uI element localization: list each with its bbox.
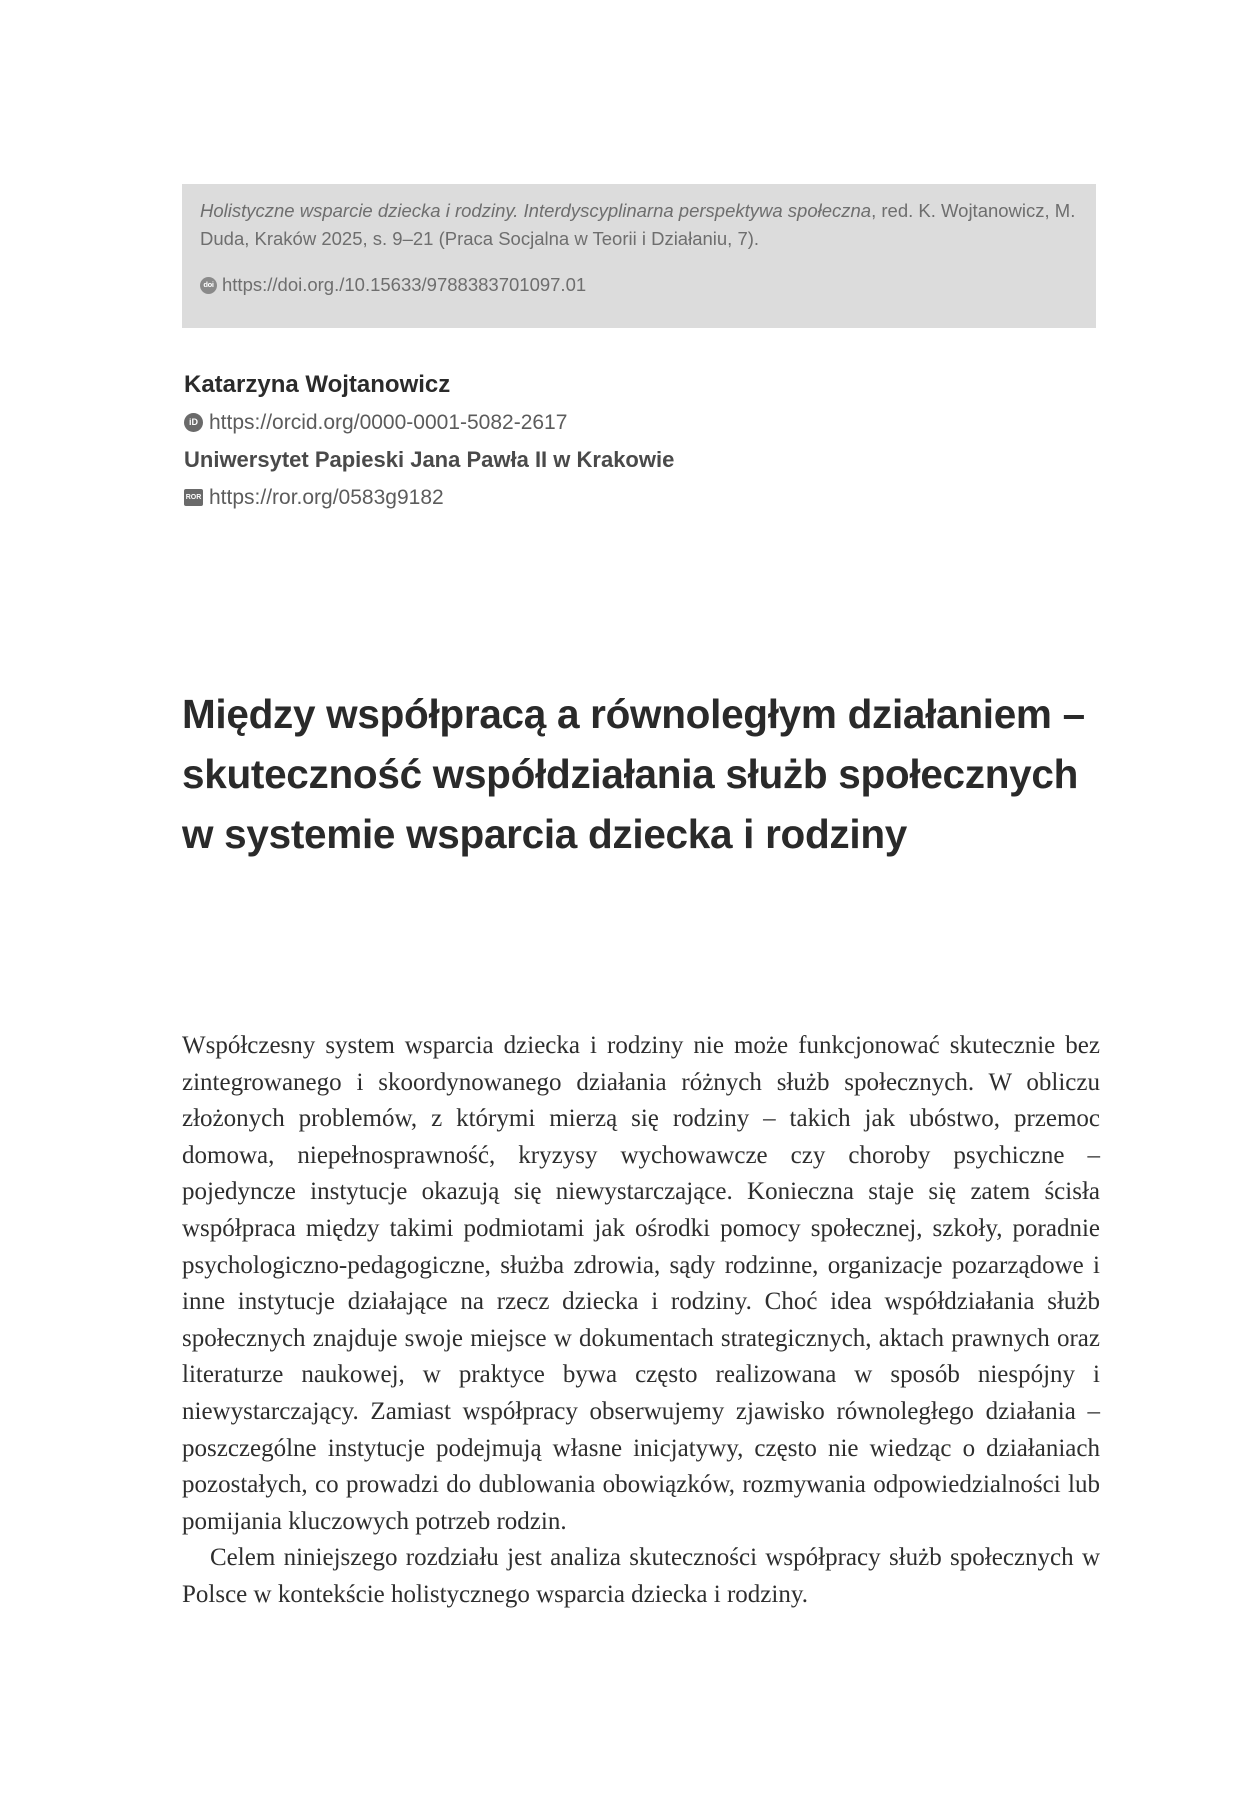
orcid-icon: iD — [184, 413, 203, 432]
body-paragraph-1: Współczesny system wsparcia dziecka i rodziny nie może funkcjonować skutecznie bez zintegrowanego i skoordynowanego działania różnych służb społecznych. W obliczu złożonych problemów, z którymi mierzą się rodziny – takich jak ubóstwo, przemoc domowa, niepełnosprawność, kryzysy wychowawcze czy choroby psychiczne – pojedyncze instytucje okazują się niewystarczające. Konieczna staje się zatem ścisła współpraca między takimi podmiotami jak ośrodki pomocy społecznej, szkoły, poradnie psychologiczno-pedagogiczne, służba zdrowia, sądy rodzinne, organizacje pozarządowe i inne instytucje działające na rzecz dziecka i rodziny. Choć idea współdziałania służb społecznych znajduje swoje miejsce w dokumentach strategicznych, aktach prawnych oraz literaturze naukowej, w praktyce bywa często realizowana w sposób niespójny i niewystarczający. Zamiast współpracy obserwujemy zjawisko równoległego działania – poszczególne instytucje podejmują własne inicjatywy, często nie wiedząc o działaniach pozostałych, co prowadzi do dublowania obowiązków, rozmywania odpowiedzialności lub pomijania kluczowych potrzeb rodzin. — [182, 1032, 1100, 1535]
orcid-row[interactable] — [184, 404, 674, 441]
doi-row[interactable] — [200, 271, 1078, 299]
author-name: Katarzyna Wojtanowicz — [184, 371, 451, 398]
citation-details: , red. K. Wojtanowicz, M. Duda, Kraków 2025, s. 9–21 (Praca Socjalna w Teorii i Działaniu, 7). — [200, 200, 1076, 249]
orcid-link[interactable]: https://orcid.org/0000-0001-5082-2617 — [209, 411, 568, 434]
citation-box — [182, 184, 1096, 328]
body-text — [182, 1028, 1100, 1614]
ror-link[interactable]: https://ror.org/0583g9182 — [209, 486, 444, 509]
citation-book-title: Holistyczne wsparcie dziecka i rodziny. Interdyscyplinarna perspektywa społeczna — [200, 200, 872, 221]
author-block — [184, 366, 674, 516]
doi-icon: doi — [200, 277, 217, 294]
ror-icon: ROR — [184, 489, 203, 506]
author-affiliation: Uniwersytet Papieski Jana Pawła II w Krakowie — [184, 447, 675, 472]
body-paragraph-2: Celem niniejszego rozdziału jest analiza skuteczności współpracy służb społecznych w Polsce w kontekście holistycznego wsparcia dziecka i rodziny. — [182, 1544, 1100, 1608]
doi-link[interactable]: https://doi.org./10.15633/9788383701097.01 — [222, 274, 587, 295]
chapter-title: Między współpracą a równoległym działaniem – skuteczność współdziałania służb społecznych w systemie wsparcia dziecka i rodziny — [182, 691, 1085, 857]
citation-text — [200, 197, 1078, 253]
ror-row[interactable] — [184, 479, 674, 516]
